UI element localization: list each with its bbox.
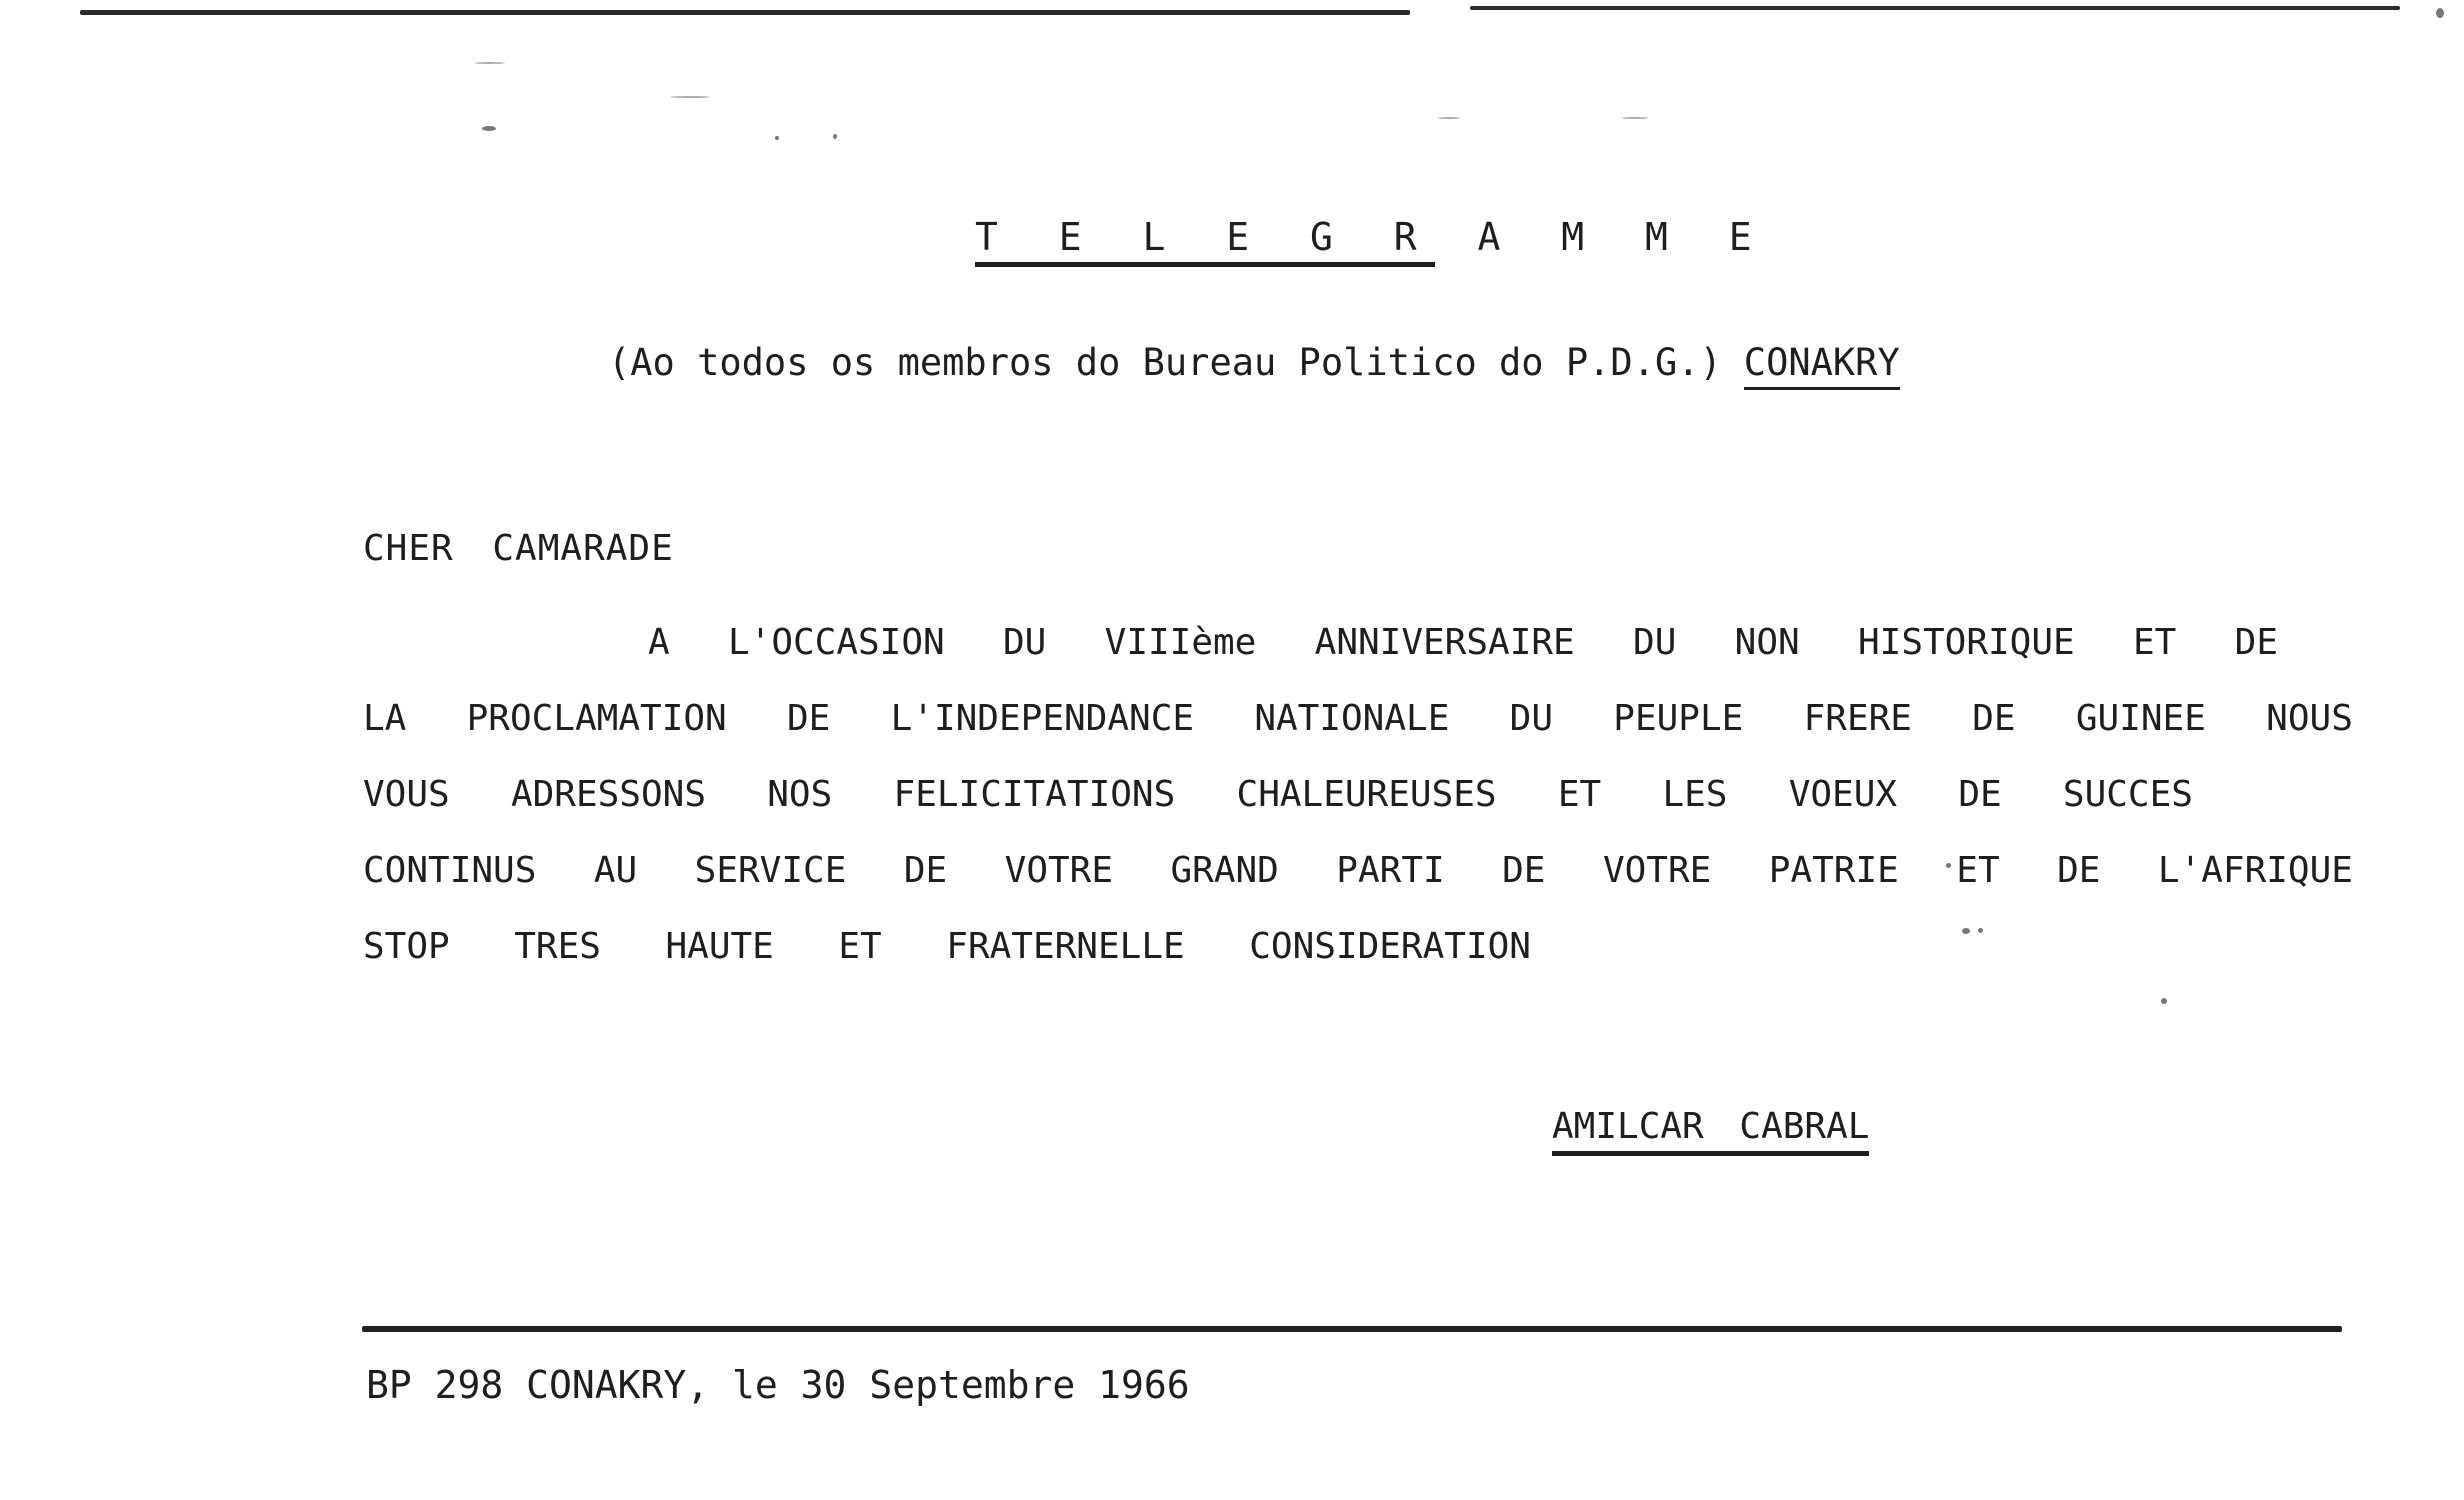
body-word: VOUS: [363, 774, 450, 815]
body-word: ET: [1956, 850, 2000, 891]
body-word: SUCCES: [2062, 774, 2193, 815]
body-word: FRERE: [1803, 698, 1912, 739]
body-word: TRES: [514, 926, 601, 967]
body-word: FRATERNELLE: [946, 926, 1185, 967]
body-word: PARTI: [1336, 850, 1445, 891]
body-word: HISTORIQUE: [1857, 622, 2075, 663]
body-word: CONSIDERATION: [1249, 926, 1531, 967]
body-word: CHALEUREUSES: [1236, 774, 1497, 815]
body-word: DE: [1502, 850, 1546, 891]
body-word: A: [648, 622, 670, 663]
body-word: DE: [1972, 698, 2016, 739]
top-border-rule-right: [1470, 6, 2400, 10]
ink-speck: [1978, 928, 1983, 933]
ink-speck: [475, 62, 505, 64]
body-word: VIIIème: [1104, 622, 1257, 663]
ink-speck: [482, 126, 496, 131]
body-word: NATIONALE: [1254, 698, 1450, 739]
body-word: L'OCCASION: [727, 622, 945, 663]
body-word: PROCLAMATION: [466, 698, 727, 739]
body-word: ET: [1557, 774, 1602, 815]
ink-speck: [670, 96, 710, 98]
body-line: [648, 620, 2278, 666]
body-line: [363, 848, 2353, 894]
ink-speck: [1622, 117, 1648, 119]
body-word: LES: [1662, 774, 1728, 815]
ink-speck: [1962, 928, 1970, 934]
body-word: DE: [786, 698, 831, 739]
salutation: CHER CAMARADE: [363, 528, 674, 569]
ink-speck: [2436, 8, 2444, 18]
body-word: DE: [2057, 850, 2101, 891]
body-word: STOP: [363, 926, 450, 967]
body-word: DU: [1003, 622, 1047, 663]
bottom-rule: [362, 1326, 2342, 1332]
body-word: LA: [363, 698, 407, 739]
body-word: PATRIE: [1768, 850, 1899, 891]
body-word: FELICITATIONS: [893, 774, 1176, 815]
ink-speck: [2161, 998, 2167, 1004]
body-word: HAUTE: [665, 926, 774, 967]
body-line: [363, 696, 2353, 742]
top-border-rule: [80, 10, 1410, 15]
body-word: VOTRE: [1004, 850, 1114, 891]
ink-speck: [833, 134, 837, 139]
body-word: DU: [1509, 698, 1554, 739]
body-word: PEUPLE: [1613, 698, 1744, 739]
body-word: VOEUX: [1788, 774, 1898, 815]
body-word: NOUS: [2266, 698, 2353, 739]
ink-speck: [1438, 117, 1460, 119]
signature: AMILCAR CABRAL: [1552, 1104, 1869, 1156]
body-word: DE: [1958, 774, 2002, 815]
recipient-city: CONAKRY: [1744, 340, 1900, 390]
body-word: AU: [593, 850, 638, 891]
body-word: DE: [2234, 622, 2278, 663]
body-word: ET: [838, 926, 882, 967]
body-word: GUINEE: [2075, 698, 2206, 739]
ink-speck: [775, 136, 779, 140]
body-word: NOS: [767, 774, 833, 815]
body-word: ADRESSONS: [510, 774, 707, 815]
body-word: CONTINUS: [363, 850, 537, 891]
body-line: [363, 772, 2193, 818]
body-line: [363, 924, 1531, 970]
recipient-line: [608, 340, 1900, 390]
body-word: L'AFRIQUE: [2157, 850, 2353, 891]
footer-address-date: BP 298 CONAKRY, le 30 Septembre 1966: [366, 1363, 1190, 1407]
body-word: GRAND: [1170, 850, 1279, 891]
body-word: DU: [1633, 622, 1677, 663]
body-word: ET: [2133, 622, 2177, 663]
body-word: NON: [1734, 622, 1800, 663]
body-word: DE: [903, 850, 948, 891]
body-word: ANNIVERSAIRE: [1314, 622, 1575, 663]
body-word: SERVICE: [694, 850, 847, 891]
body-word: VOTRE: [1602, 850, 1712, 891]
body-word: L'INDEPENDANCE: [890, 698, 1195, 739]
document-title: T E L E G R A M M E: [975, 214, 1435, 267]
recipient-text: (Ao todos os membros do Bureau Politico do P.D.G.): [608, 341, 1722, 384]
